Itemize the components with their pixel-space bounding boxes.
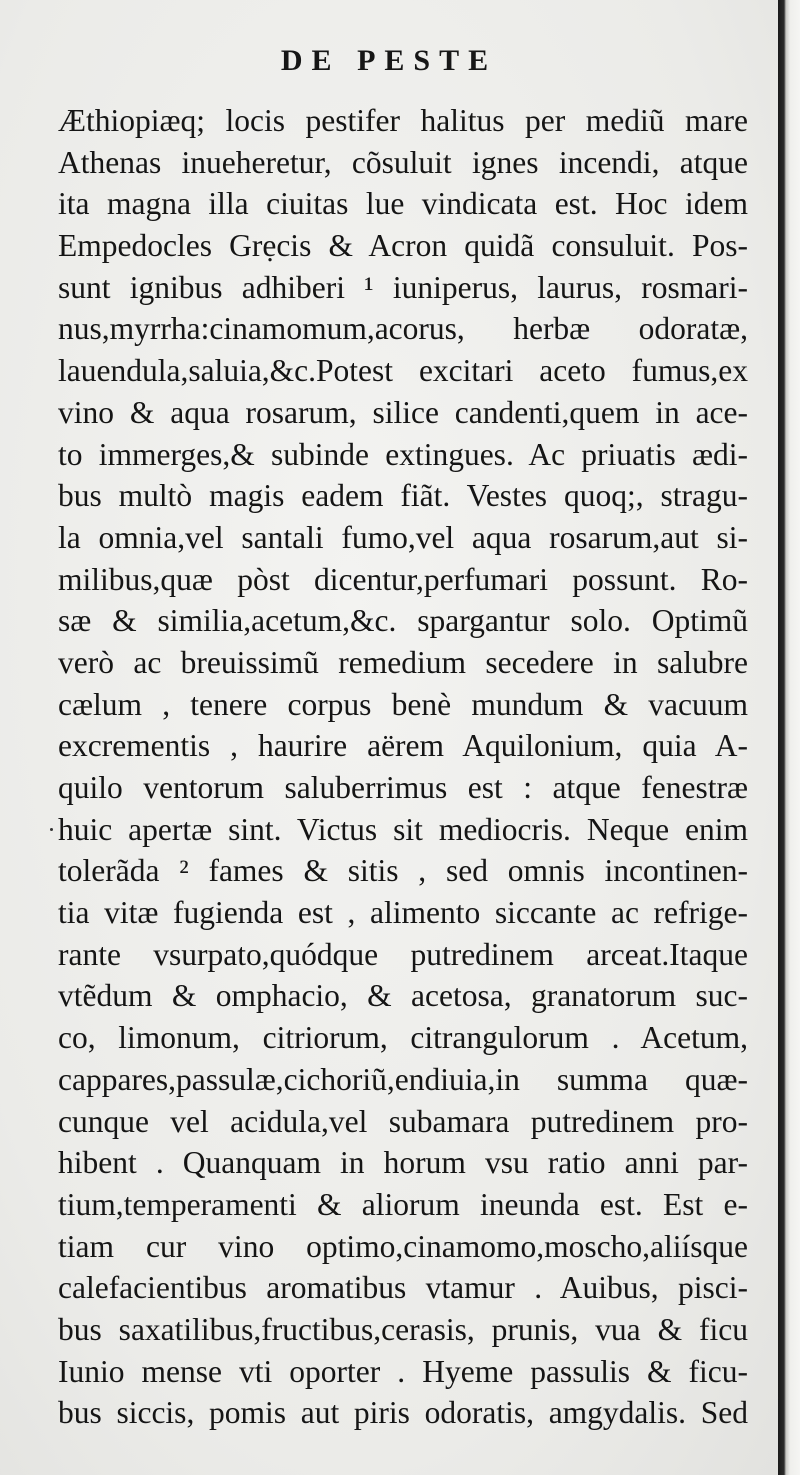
text-line: ita magna illa ciuitas lue vindicata est. Hoc idem	[58, 186, 748, 222]
text-line: cappares,passulæ,cichoriũ,endiuia,in summa quæ-	[58, 1061, 748, 1097]
text-line: vtẽdum & omphacio, & acetosa, granatorum suc-	[58, 978, 748, 1014]
text-line: tia vitæ fugienda est , alimento siccante ac refrige-	[58, 895, 748, 931]
text-line: tolerãda ² fames & sitis , sed omnis incontinen-	[58, 853, 748, 889]
text-line: bus saxatilibus,fructibus,cerasis, prunis, vua & ficu	[58, 1311, 748, 1347]
text-line: tiam cur vino optimo,cinamomo,moscho,aliísque	[58, 1228, 748, 1264]
text-line: Æthiopiæq; locis pestifer halitus per mediũ mare	[58, 103, 748, 138]
text-line: milibus,quæ pòst dicentur,perfumari possunt. Ro-	[58, 561, 748, 597]
text-line: vino & aqua rosarum, silice candenti,quem in ace-	[58, 394, 748, 430]
running-head: DE PESTE	[280, 44, 498, 77]
text-line: sunt ignibus adhiberi ¹ iuniperus, laurus, rosmari-	[58, 269, 748, 305]
margin-dot	[50, 828, 53, 831]
page-edge-shadow	[778, 0, 800, 1475]
text-line: bus multò magis eadem fiãt. Vestes quoq;, stragu-	[58, 478, 748, 514]
text-line: rante vsurpato,quódque putredinem arceat.Itaque	[58, 936, 748, 972]
body-text	[58, 100, 748, 1434]
text-line: to immerges,& subinde extingues. Ac priuatis ædi-	[58, 436, 748, 472]
text-line: Empedocles Grẹcis & Acron quidã consuluit. Pos-	[58, 228, 748, 264]
text-line: hibent . Quanquam in horum vsu ratio anni par-	[58, 1145, 748, 1181]
text-line: quilo ventorum saluberrimus est : atque fenestræ	[58, 770, 748, 805]
text-line: huic apertæ sint. Victus sit mediocris. Neque enim	[58, 811, 748, 847]
text-line: calefacientibus aromatibus vtamur . Auibus, pisci-	[58, 1270, 748, 1306]
text-line: la omnia,vel santali fumo,vel aqua rosarum,aut si-	[58, 519, 748, 555]
text-line: sæ & similia,acetum,&c. spargantur solo. Optimũ	[58, 603, 748, 639]
text-line: lauendula,saluia,&c.Potest excitari aceto fumus,ex	[58, 353, 748, 389]
text-line: excrementis , haurire aërem Aquilonium, quia A-	[58, 728, 748, 764]
text-line: verò ac breuissimũ remedium secedere in salubre	[58, 644, 748, 680]
text-line: bus siccis, pomis aut piris odoratis, amgydalis. Sed	[58, 1395, 748, 1431]
text-line: cælum , tenere corpus benè mundum & vacuum	[58, 686, 748, 722]
text-line: co, limonum, citriorum, citrangulorum . Acetum,	[58, 1020, 748, 1056]
text-line: Athenas inueheretur, cõsuluit ignes incendi, atque	[58, 144, 748, 180]
text-line: Iunio mense vti oporter . Hyeme passulis & ficu-	[58, 1353, 748, 1389]
text-line: tium,temperamenti & aliorum ineunda est. Est e-	[58, 1186, 748, 1222]
text-line: nus,myrrha:cinamomum,acorus, herbæ odoratæ,	[58, 311, 748, 347]
text-line: cunque vel acidula,vel subamara putredinem pro-	[58, 1103, 748, 1139]
